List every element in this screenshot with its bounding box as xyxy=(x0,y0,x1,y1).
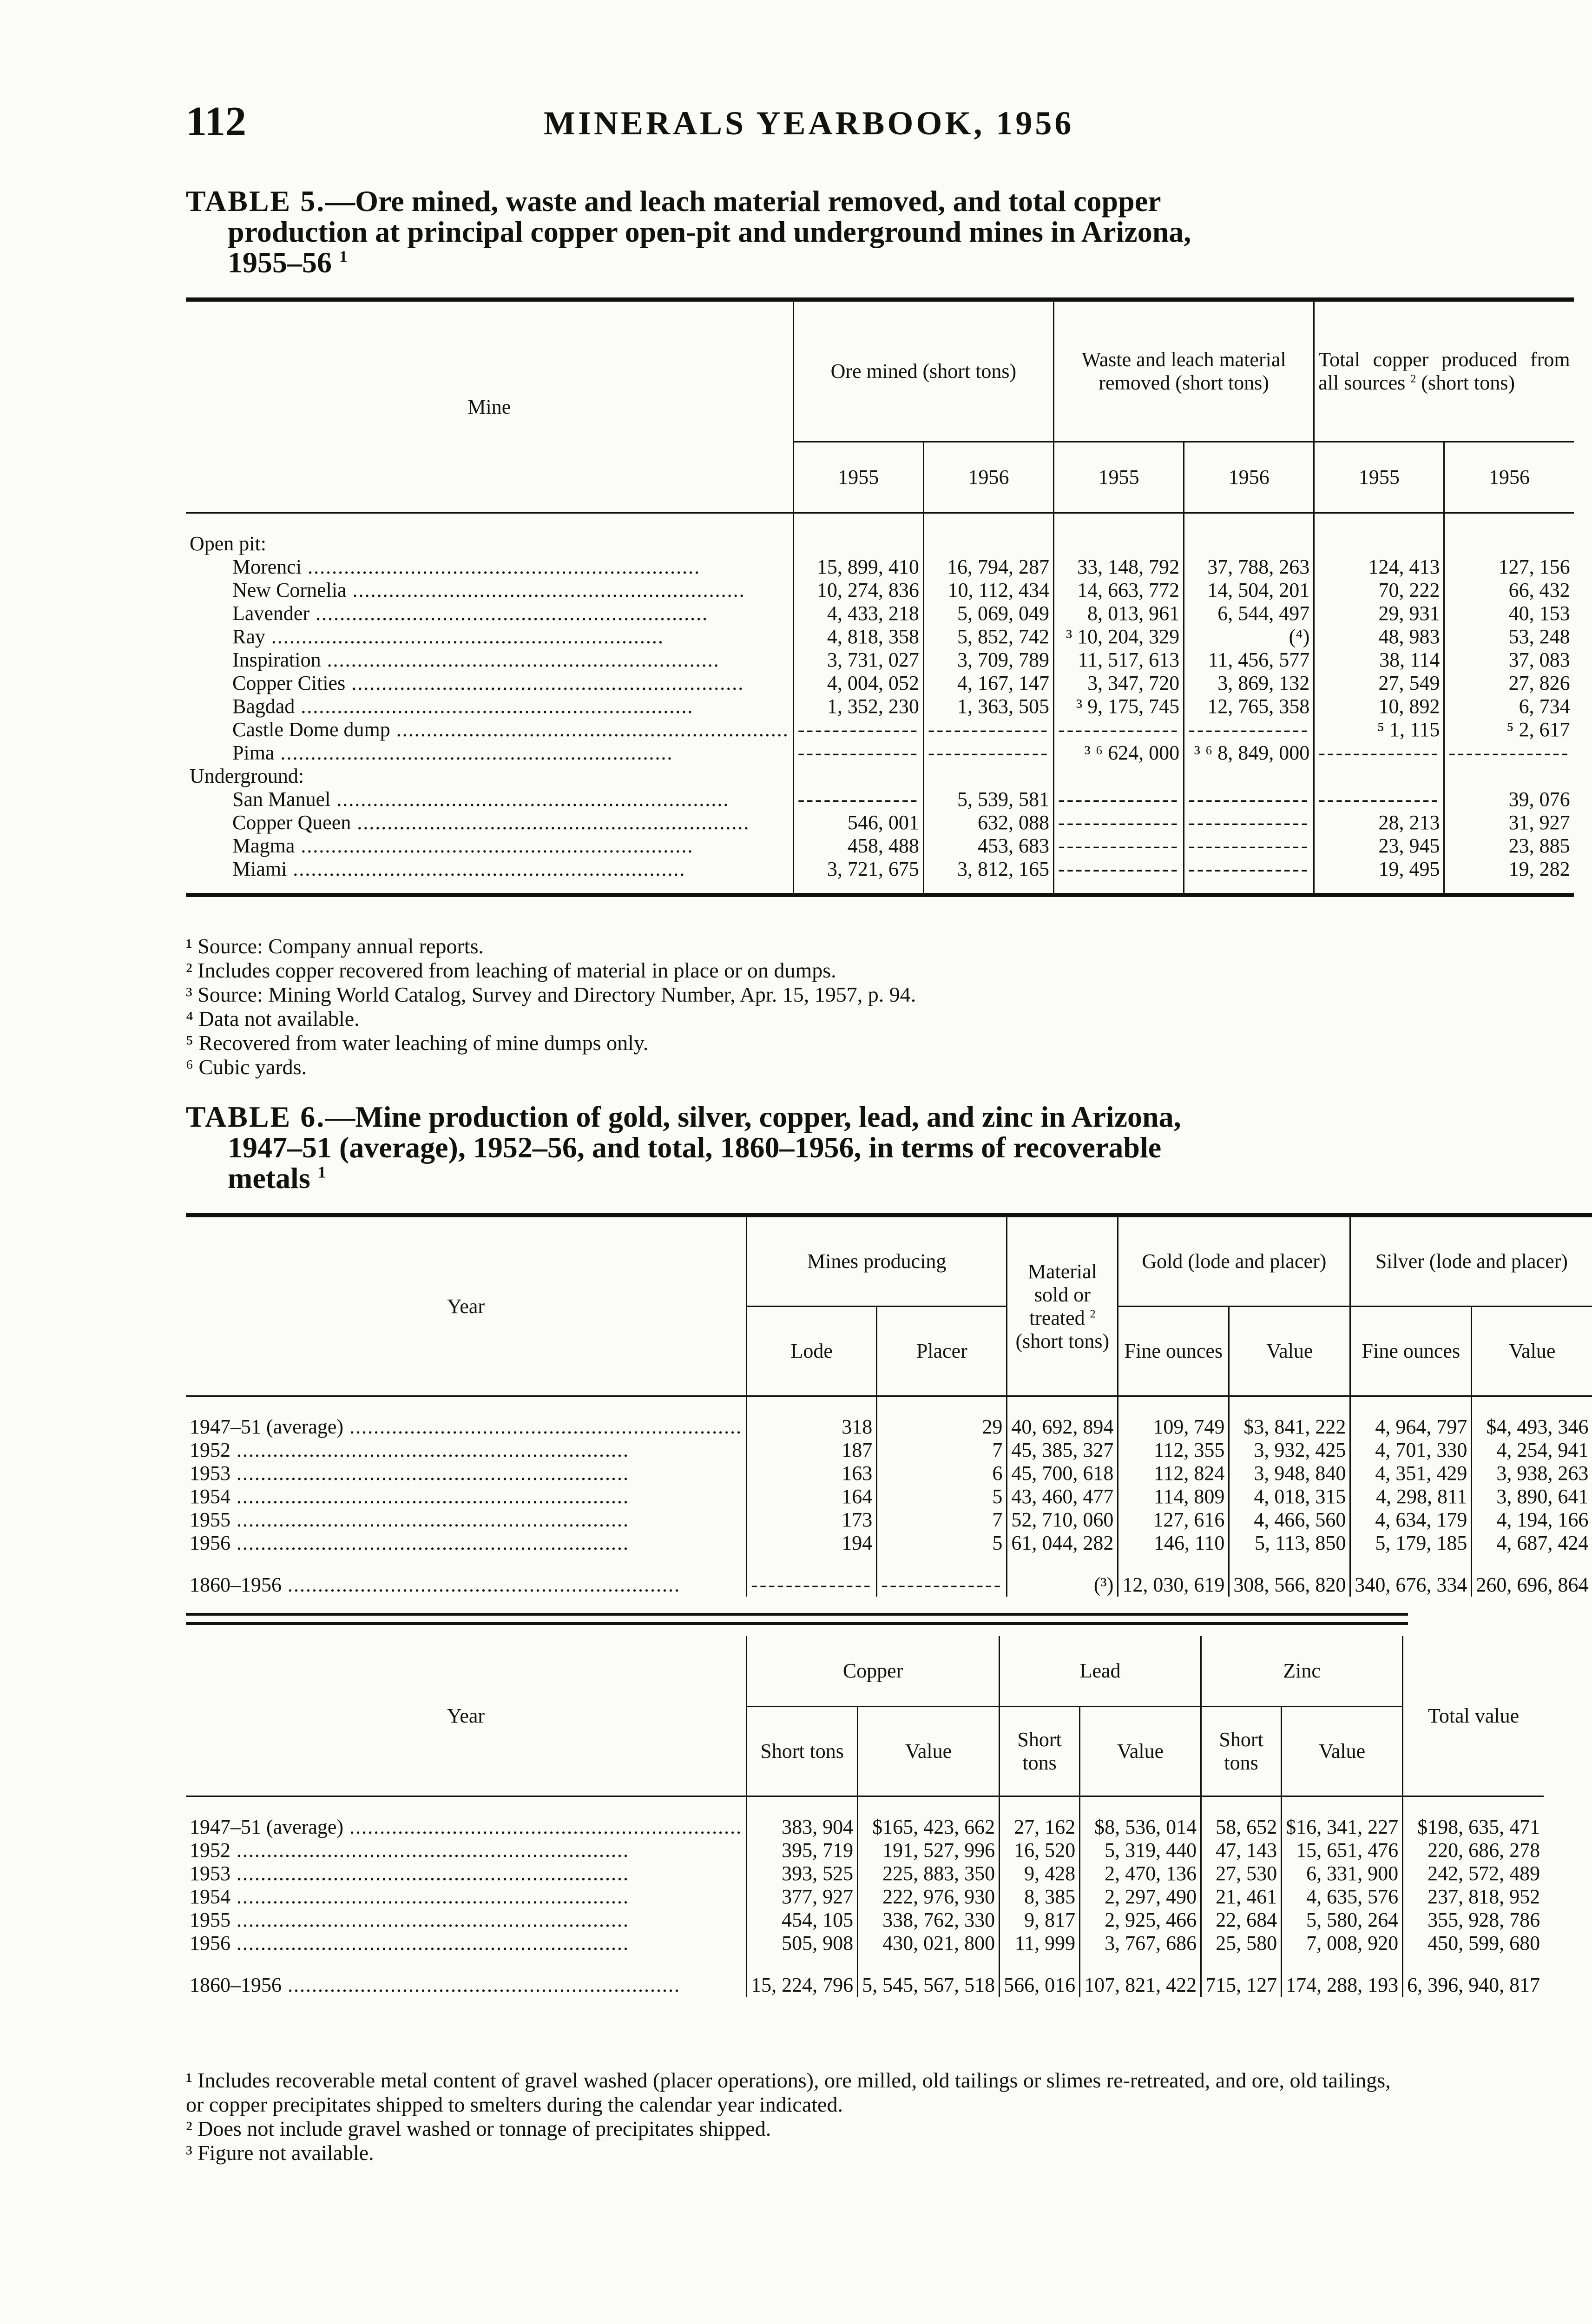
year-header: 1955 xyxy=(793,442,923,513)
value-cell: 146, 110 xyxy=(1118,1532,1229,1555)
value-cell: 45, 385, 327 xyxy=(1007,1439,1118,1462)
value-cell: 4, 687, 424 xyxy=(1472,1532,1592,1555)
value-cell: 127, 156 xyxy=(1444,555,1574,579)
value-cell: 4, 298, 811 xyxy=(1350,1485,1472,1508)
year-label: 1860–1956 ..... xyxy=(186,1974,747,1997)
col-ore-mined: Ore mined (short tons) xyxy=(793,300,1053,442)
col-copper-value: Value xyxy=(858,1707,1000,1796)
value-cell: -------------- xyxy=(1184,718,1314,741)
value-cell: 5, 580, 264 xyxy=(1282,1908,1403,1932)
value-cell: 23, 885 xyxy=(1444,834,1574,858)
value-cell: 3, 709, 789 xyxy=(923,648,1053,672)
value-cell: 2, 470, 136 xyxy=(1080,1862,1201,1885)
table-row xyxy=(186,741,1574,765)
table-row xyxy=(186,718,1574,741)
value-cell: 6, 331, 900 xyxy=(1282,1862,1403,1885)
value-cell: 5, 852, 742 xyxy=(923,625,1053,648)
col-total-copper: Total copper produced from all sources $^2$ (short tons) xyxy=(1314,300,1574,442)
value-cell: 29, 931 xyxy=(1314,602,1444,625)
mine-name: New Cornelia ..... xyxy=(186,579,793,602)
value-cell: 58, 652 xyxy=(1201,1816,1282,1839)
year-label: 1956 ..... xyxy=(186,1532,747,1555)
year-label: 1955 ..... xyxy=(186,1908,747,1932)
col-gold: Gold (lode and placer) xyxy=(1118,1215,1350,1307)
value-cell: 43, 460, 477 xyxy=(1007,1485,1118,1508)
col-gold-value: Value xyxy=(1229,1307,1350,1396)
value-cell: 112, 824 xyxy=(1118,1462,1229,1485)
value-cell: $198, 635, 471 xyxy=(1403,1816,1544,1839)
section-label: Underground: xyxy=(190,765,304,787)
value-cell: 225, 883, 350 xyxy=(858,1862,1000,1885)
value-cell: 393, 525 xyxy=(747,1862,858,1885)
mine-name: Inspiration ..... xyxy=(186,648,793,672)
value-cell: -------------- xyxy=(1444,741,1574,765)
year-header: 1956 xyxy=(1184,442,1314,513)
value-cell: 5 xyxy=(877,1532,1007,1555)
value-cell: 454, 105 xyxy=(747,1908,858,1932)
value-cell: 19, 495 xyxy=(1314,858,1444,881)
value-cell: -------------- xyxy=(793,788,923,811)
table-row xyxy=(186,672,1574,695)
footnote: ⁴ Data not available. xyxy=(186,1007,360,1030)
col-zinc-short-tons: Short tons xyxy=(1201,1707,1282,1796)
value-cell: 2, 297, 490 xyxy=(1080,1885,1201,1908)
value-cell: 8, 013, 961 xyxy=(1054,602,1184,625)
value-cell: 338, 762, 330 xyxy=(858,1908,1000,1932)
table-row xyxy=(186,648,1574,672)
value-cell: 109, 749 xyxy=(1118,1415,1229,1439)
value-cell: 430, 021, 800 xyxy=(858,1932,1000,1955)
year-label: 1952 ..... xyxy=(186,1839,747,1862)
value-cell: 163 xyxy=(747,1462,877,1485)
value-cell: $8, 536, 014 xyxy=(1080,1816,1201,1839)
value-cell: 37, 083 xyxy=(1444,648,1574,672)
value-cell: 28, 213 xyxy=(1314,811,1444,834)
value-cell: 6, 396, 940, 817 xyxy=(1403,1974,1544,1997)
mine-name: Pima ..... xyxy=(186,741,793,765)
col-material: Material sold or treated $^2$ (short tons) xyxy=(1007,1215,1118,1396)
value-cell: 47, 143 xyxy=(1201,1839,1282,1862)
col-total-value: Total value xyxy=(1403,1636,1544,1796)
value-cell: 107, 821, 422 xyxy=(1080,1974,1201,1997)
value-cell: 5, 179, 185 xyxy=(1350,1532,1472,1555)
col-lead-short-tons: Short tons xyxy=(1000,1707,1080,1796)
value-cell: 15, 224, 796 xyxy=(747,1974,858,1997)
value-cell: 7, 008, 920 xyxy=(1282,1932,1403,1955)
table-row xyxy=(186,1415,1592,1439)
value-cell: -------------- xyxy=(1184,858,1314,881)
value-cell: 27, 549 xyxy=(1314,672,1444,695)
value-cell: ³ 9, 175, 745 xyxy=(1054,695,1184,718)
value-cell: 340, 676, 334 xyxy=(1350,1573,1472,1597)
value-cell: 39, 076 xyxy=(1444,788,1574,811)
value-cell: -------------- xyxy=(1314,741,1444,765)
value-cell: -------------- xyxy=(1054,811,1184,834)
footnote: ¹ Includes recoverable metal content of gravel washed (placer operations), ore milled, old tailings or slimes re-retreated, and ore, old tailings, or copper precipitates shipped to smelters during the calendar year indicated. xyxy=(186,2068,1391,2116)
value-cell: 187 xyxy=(747,1439,877,1462)
year-label: 1954 ..... xyxy=(186,1485,747,1508)
col-placer: Placer xyxy=(877,1307,1007,1396)
value-cell: (⁴) xyxy=(1184,625,1314,648)
value-cell: 395, 719 xyxy=(747,1839,858,1862)
table-row xyxy=(186,1816,1544,1839)
value-cell: 632, 088 xyxy=(923,811,1053,834)
value-cell: 3, 932, 425 xyxy=(1229,1439,1350,1462)
table5-caption: TABLE 5.—Ore mined, waste and leach material removed, and total copper production at principal copper open-pit and underground mines in Arizona, 1955–56 $^1$ xyxy=(186,185,1191,279)
footnote: ⁶ Cubic yards. xyxy=(186,1055,307,1079)
value-cell: 164 xyxy=(747,1485,877,1508)
value-cell: 6, 544, 497 xyxy=(1184,602,1314,625)
value-cell: 23, 945 xyxy=(1314,834,1444,858)
col-gold-fine-ounces: Fine ounces xyxy=(1118,1307,1229,1396)
value-cell: 1, 363, 505 xyxy=(923,695,1053,718)
value-cell: 9, 428 xyxy=(1000,1862,1080,1885)
value-cell: ³ ⁶ 624, 000 xyxy=(1054,741,1184,765)
value-cell: 237, 818, 952 xyxy=(1403,1885,1544,1908)
value-cell: -------------- xyxy=(793,718,923,741)
page-number: 112 xyxy=(186,99,247,145)
value-cell: 715, 127 xyxy=(1201,1974,1282,1997)
value-cell: -------------- xyxy=(793,741,923,765)
value-cell: 191, 527, 996 xyxy=(858,1839,1000,1862)
value-cell: 4, 254, 941 xyxy=(1472,1439,1592,1462)
year-label: 1956 ..... xyxy=(186,1932,747,1955)
value-cell: 124, 413 xyxy=(1314,555,1444,579)
table-row xyxy=(186,602,1574,625)
table-row xyxy=(186,858,1574,881)
table5-footnotes xyxy=(186,934,1408,1079)
value-cell: 5, 319, 440 xyxy=(1080,1839,1201,1862)
value-cell: $4, 493, 346 xyxy=(1472,1415,1592,1439)
value-cell: 3, 721, 675 xyxy=(793,858,923,881)
value-cell: 11, 517, 613 xyxy=(1054,648,1184,672)
value-cell: 9, 817 xyxy=(1000,1908,1080,1932)
value-cell: 4, 701, 330 xyxy=(1350,1439,1472,1462)
year-label: 1953 ..... xyxy=(186,1862,747,1885)
footnote: ⁵ Recovered from water leaching of mine dumps only. xyxy=(186,1031,649,1055)
value-cell: 220, 686, 278 xyxy=(1403,1839,1544,1862)
value-cell: 505, 908 xyxy=(747,1932,858,1955)
mine-name: San Manuel ..... xyxy=(186,788,793,811)
value-cell: 546, 001 xyxy=(793,811,923,834)
value-cell: 3, 731, 027 xyxy=(793,648,923,672)
value-cell: 25, 580 xyxy=(1201,1932,1282,1955)
value-cell: 4, 167, 147 xyxy=(923,672,1053,695)
table-row xyxy=(186,1508,1592,1532)
value-cell: 3, 938, 263 xyxy=(1472,1462,1592,1485)
col-zinc-value: Value xyxy=(1282,1707,1403,1796)
open-pit-rows xyxy=(186,555,1574,765)
value-cell: 10, 274, 836 xyxy=(793,579,923,602)
year-label: 1955 ..... xyxy=(186,1508,747,1532)
table-row xyxy=(186,695,1574,718)
value-cell: 5, 545, 567, 518 xyxy=(858,1974,1000,1997)
value-cell: 112, 355 xyxy=(1118,1439,1229,1462)
col-copper-short-tons: Short tons xyxy=(747,1707,858,1796)
table-row xyxy=(186,1462,1592,1485)
value-cell: -------------- xyxy=(1054,834,1184,858)
footnote: ³ Source: Mining World Catalog, Survey and Directory Number, Apr. 15, 1957, p. 94. xyxy=(186,983,916,1006)
gold-silver-rows xyxy=(186,1415,1592,1555)
value-cell: 4, 635, 576 xyxy=(1282,1885,1403,1908)
table-row xyxy=(186,1532,1592,1555)
value-cell: 114, 809 xyxy=(1118,1485,1229,1508)
value-cell: 308, 566, 820 xyxy=(1229,1573,1350,1597)
value-cell: 194 xyxy=(747,1532,877,1555)
col-year: Year xyxy=(186,1215,747,1396)
table-row xyxy=(186,788,1574,811)
value-cell: 3, 767, 686 xyxy=(1080,1932,1201,1955)
footnote: ¹ Source: Company annual reports. xyxy=(186,934,484,958)
col-silver-value: Value xyxy=(1472,1307,1592,1396)
value-cell: 45, 700, 618 xyxy=(1007,1462,1118,1485)
mine-name: Copper Queen ..... xyxy=(186,811,793,834)
value-cell: 11, 456, 577 xyxy=(1184,648,1314,672)
year-label: 1947–51 (average) ..... xyxy=(186,1415,747,1439)
table5 xyxy=(186,297,1574,897)
value-cell: 48, 983 xyxy=(1314,625,1444,648)
table-row xyxy=(186,625,1574,648)
mine-name: Morenci ..... xyxy=(186,555,793,579)
section-label: Open pit: xyxy=(190,532,266,555)
value-cell: ⁵ 1, 115 xyxy=(1314,718,1444,741)
value-cell: -------------- xyxy=(1054,788,1184,811)
value-cell: -------------- xyxy=(1054,718,1184,741)
value-cell: $165, 423, 662 xyxy=(858,1816,1000,1839)
value-cell: 4, 351, 429 xyxy=(1350,1462,1472,1485)
copper-lead-zinc-total xyxy=(186,1974,1544,1997)
col-zinc: Zinc xyxy=(1201,1636,1403,1707)
value-cell: $16, 341, 227 xyxy=(1282,1816,1403,1839)
col-mines-producing: Mines producing xyxy=(747,1215,1007,1307)
value-cell: 174, 288, 193 xyxy=(1282,1974,1403,1997)
mine-name: Copper Cities ..... xyxy=(186,672,793,695)
col-lead-value: Value xyxy=(1080,1707,1201,1796)
col-year: Year xyxy=(186,1636,747,1796)
value-cell: 3, 890, 641 xyxy=(1472,1485,1592,1508)
table-row xyxy=(186,555,1574,579)
value-cell: 40, 692, 894 xyxy=(1007,1415,1118,1439)
gold-silver-total xyxy=(186,1573,1592,1597)
underground-rows xyxy=(186,788,1574,881)
table-row xyxy=(186,1908,1544,1932)
value-cell: 38, 114 xyxy=(1314,648,1444,672)
year-label: 1947–51 (average) ..... xyxy=(186,1816,747,1839)
value-cell: 4, 194, 166 xyxy=(1472,1508,1592,1532)
value-cell: 4, 818, 358 xyxy=(793,625,923,648)
value-cell: 10, 892 xyxy=(1314,695,1444,718)
value-cell: 566, 016 xyxy=(1000,1974,1080,1997)
footnote: ² Does not include gravel washed or tonnage of precipitates shipped. xyxy=(186,2117,771,2140)
value-cell: 7 xyxy=(877,1439,1007,1462)
value-cell: 66, 432 xyxy=(1444,579,1574,602)
year-header: 1955 xyxy=(1054,442,1184,513)
mine-name: Lavender ..... xyxy=(186,602,793,625)
value-cell: 53, 248 xyxy=(1444,625,1574,648)
value-cell: 5, 113, 850 xyxy=(1229,1532,1350,1555)
value-cell: 7 xyxy=(877,1508,1007,1532)
value-cell: 37, 788, 263 xyxy=(1184,555,1314,579)
table6-footnotes xyxy=(186,2068,1408,2165)
value-cell: 14, 504, 201 xyxy=(1184,579,1314,602)
value-cell: 4, 004, 052 xyxy=(793,672,923,695)
value-cell: ³ 10, 204, 329 xyxy=(1054,625,1184,648)
col-lead: Lead xyxy=(1000,1636,1201,1707)
value-cell: 377, 927 xyxy=(747,1885,858,1908)
value-cell: 22, 684 xyxy=(1201,1908,1282,1932)
value-cell: 40, 153 xyxy=(1444,602,1574,625)
value-cell: 5, 069, 049 xyxy=(923,602,1053,625)
table-row xyxy=(186,1839,1544,1862)
value-cell: 450, 599, 680 xyxy=(1403,1932,1544,1955)
year-header: 1955 xyxy=(1314,442,1444,513)
table-row xyxy=(186,1932,1544,1955)
value-cell: 29 xyxy=(877,1415,1007,1439)
value-cell: 27, 530 xyxy=(1201,1862,1282,1885)
value-cell: 16, 794, 287 xyxy=(923,555,1053,579)
value-cell: 4, 433, 218 xyxy=(793,602,923,625)
value-cell: 4, 018, 315 xyxy=(1229,1485,1350,1508)
value-cell: $3, 841, 222 xyxy=(1229,1415,1350,1439)
value-cell: 3, 812, 165 xyxy=(923,858,1053,881)
value-cell: 3, 869, 132 xyxy=(1184,672,1314,695)
running-title: MINERALS YEARBOOK, 1956 xyxy=(544,105,1074,142)
year-label: 1952 ..... xyxy=(186,1439,747,1462)
value-cell: 383, 904 xyxy=(747,1816,858,1839)
value-cell: (³) xyxy=(1007,1573,1118,1597)
year-header: 1956 xyxy=(923,442,1053,513)
table6-copper-lead-zinc xyxy=(186,1636,1544,1997)
value-cell: 3, 948, 840 xyxy=(1229,1462,1350,1485)
mine-name: Miami ..... xyxy=(186,858,793,881)
table-row xyxy=(186,811,1574,834)
value-cell: 318 xyxy=(747,1415,877,1439)
table-row xyxy=(186,1439,1592,1462)
value-cell: -------------- xyxy=(1184,788,1314,811)
table5-label: TABLE 5. xyxy=(186,185,326,218)
value-cell: 33, 148, 792 xyxy=(1054,555,1184,579)
value-cell: 15, 899, 410 xyxy=(793,555,923,579)
value-cell: 21, 461 xyxy=(1201,1885,1282,1908)
value-cell: 14, 663, 772 xyxy=(1054,579,1184,602)
value-cell: 12, 765, 358 xyxy=(1184,695,1314,718)
value-cell: 27, 162 xyxy=(1000,1816,1080,1839)
value-cell: 127, 616 xyxy=(1118,1508,1229,1532)
year-label: 1954 ..... xyxy=(186,1885,747,1908)
value-cell: 2, 925, 466 xyxy=(1080,1908,1201,1932)
value-cell: 4, 634, 179 xyxy=(1350,1508,1472,1532)
year-label: 1953 ..... xyxy=(186,1462,747,1485)
mine-name: Magma ..... xyxy=(186,834,793,858)
value-cell: 173 xyxy=(747,1508,877,1532)
value-cell: 15, 651, 476 xyxy=(1282,1839,1403,1862)
table-row xyxy=(186,1974,1544,1997)
value-cell: -------------- xyxy=(1184,811,1314,834)
value-cell: 8, 385 xyxy=(1000,1885,1080,1908)
value-cell: 1, 352, 230 xyxy=(793,695,923,718)
value-cell: 16, 520 xyxy=(1000,1839,1080,1862)
year-label: 1860–1956 ..... xyxy=(186,1573,747,1597)
col-silver: Silver (lode and placer) xyxy=(1350,1215,1592,1307)
value-cell: 27, 826 xyxy=(1444,672,1574,695)
value-cell: 242, 572, 489 xyxy=(1403,1862,1544,1885)
value-cell: -------------- xyxy=(1054,858,1184,881)
table6-caption: TABLE 6.—Mine production of gold, silver, copper, lead, and zinc in Arizona, 1947–51 (average), 1952–56, and total, 1860–1956, in terms of recoverable metals $^1$ xyxy=(186,1100,1181,1195)
value-cell: 19, 282 xyxy=(1444,858,1574,881)
value-cell: 3, 347, 720 xyxy=(1054,672,1184,695)
value-cell: 4, 466, 560 xyxy=(1229,1508,1350,1532)
value-cell: 4, 964, 797 xyxy=(1350,1415,1472,1439)
value-cell: 31, 927 xyxy=(1444,811,1574,834)
col-lode: Lode xyxy=(747,1307,877,1396)
mine-name: Castle Dome dump ..... xyxy=(186,718,793,741)
mine-name: Ray ..... xyxy=(186,625,793,648)
value-cell: 12, 030, 619 xyxy=(1118,1573,1229,1597)
footnote: ³ Figure not available. xyxy=(186,2141,374,2165)
col-silver-fine-ounces: Fine ounces xyxy=(1350,1307,1472,1396)
value-cell: 6, 734 xyxy=(1444,695,1574,718)
value-cell: -------------- xyxy=(747,1573,877,1597)
mine-name: Bagdad ..... xyxy=(186,695,793,718)
value-cell: ³ ⁶ 8, 849, 000 xyxy=(1184,741,1314,765)
value-cell: -------------- xyxy=(1184,834,1314,858)
value-cell: 222, 976, 930 xyxy=(858,1885,1000,1908)
table-row xyxy=(186,834,1574,858)
table-row xyxy=(186,1885,1544,1908)
value-cell: -------------- xyxy=(877,1573,1007,1597)
double-rule xyxy=(186,1613,1408,1625)
value-cell: ⁵ 2, 617 xyxy=(1444,718,1574,741)
value-cell: -------------- xyxy=(923,741,1053,765)
value-cell: 355, 928, 786 xyxy=(1403,1908,1544,1932)
table-row xyxy=(186,1573,1592,1597)
table-row xyxy=(186,1485,1592,1508)
value-cell: -------------- xyxy=(1314,788,1444,811)
value-cell: 52, 710, 060 xyxy=(1007,1508,1118,1532)
value-cell: 10, 112, 434 xyxy=(923,579,1053,602)
value-cell: 6 xyxy=(877,1462,1007,1485)
value-cell: 61, 044, 282 xyxy=(1007,1532,1118,1555)
table6-label: TABLE 6. xyxy=(186,1100,326,1133)
table6-gold-silver xyxy=(186,1213,1592,1597)
table-row xyxy=(186,1862,1544,1885)
value-cell: 453, 683 xyxy=(923,834,1053,858)
table-row xyxy=(186,579,1574,602)
col-copper: Copper xyxy=(747,1636,1000,1707)
footnote: ² Includes copper recovered from leaching of material in place or on dumps. xyxy=(186,958,836,982)
value-cell: 260, 696, 864 xyxy=(1472,1573,1592,1597)
year-header: 1956 xyxy=(1444,442,1574,513)
value-cell: 458, 488 xyxy=(793,834,923,858)
value-cell: 5 xyxy=(877,1485,1007,1508)
value-cell: 11, 999 xyxy=(1000,1932,1080,1955)
copper-lead-zinc-rows xyxy=(186,1816,1544,1955)
value-cell: 70, 222 xyxy=(1314,579,1444,602)
col-waste: Waste and leach material removed (short tons) xyxy=(1054,300,1314,442)
value-cell: 5, 539, 581 xyxy=(923,788,1053,811)
value-cell: -------------- xyxy=(923,718,1053,741)
col-mine: Mine xyxy=(186,300,793,513)
